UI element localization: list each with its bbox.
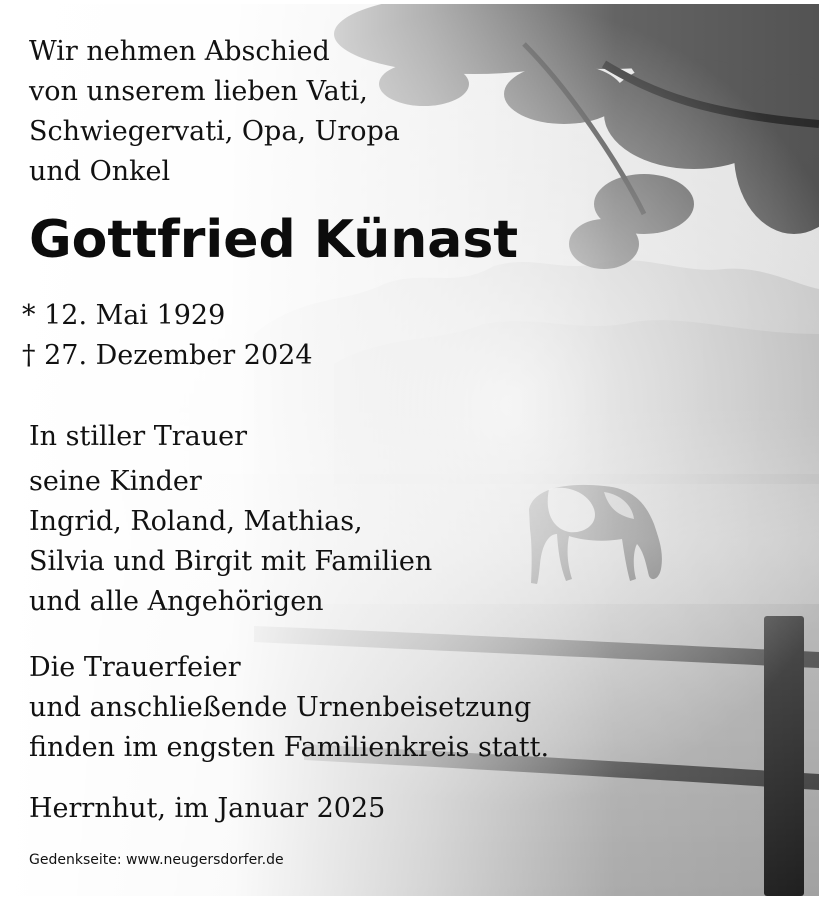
service-line: und anschließende Urnenbeisetzung — [29, 692, 532, 723]
birth-date: * 12. Mai 1929 — [22, 300, 226, 331]
intro-text — [29, 32, 400, 192]
family-line: und alle Angehörigen — [29, 586, 324, 617]
mourning-line: In stiller Trauer — [29, 421, 248, 452]
deceased-name: Gottfried Künast — [29, 210, 519, 270]
service-notice — [29, 648, 549, 768]
intro-line: von unserem lieben Vati, — [29, 76, 368, 107]
intro-line: und Onkel — [29, 156, 171, 187]
family-line: seine Kinder — [29, 466, 202, 497]
obituary-card — [4, 4, 819, 896]
memorial-page-link: Gedenkseite: www.neugersdorfer.de — [29, 852, 284, 868]
service-line: finden im engsten Familienkreis statt. — [29, 732, 550, 763]
life-dates — [22, 296, 313, 376]
family-line: Silvia und Birgit mit Familien — [29, 546, 433, 577]
intro-line: Wir nehmen Abschied — [29, 36, 330, 67]
death-date: † 27. Dezember 2024 — [22, 340, 313, 371]
intro-line: Schwiegervati, Opa, Uropa — [29, 116, 400, 147]
service-line: Die Trauerfeier — [29, 652, 241, 683]
place-date: Herrnhut, im Januar 2025 — [29, 793, 386, 824]
family-line: Ingrid, Roland, Mathias, — [29, 506, 363, 537]
family-list — [29, 462, 432, 622]
